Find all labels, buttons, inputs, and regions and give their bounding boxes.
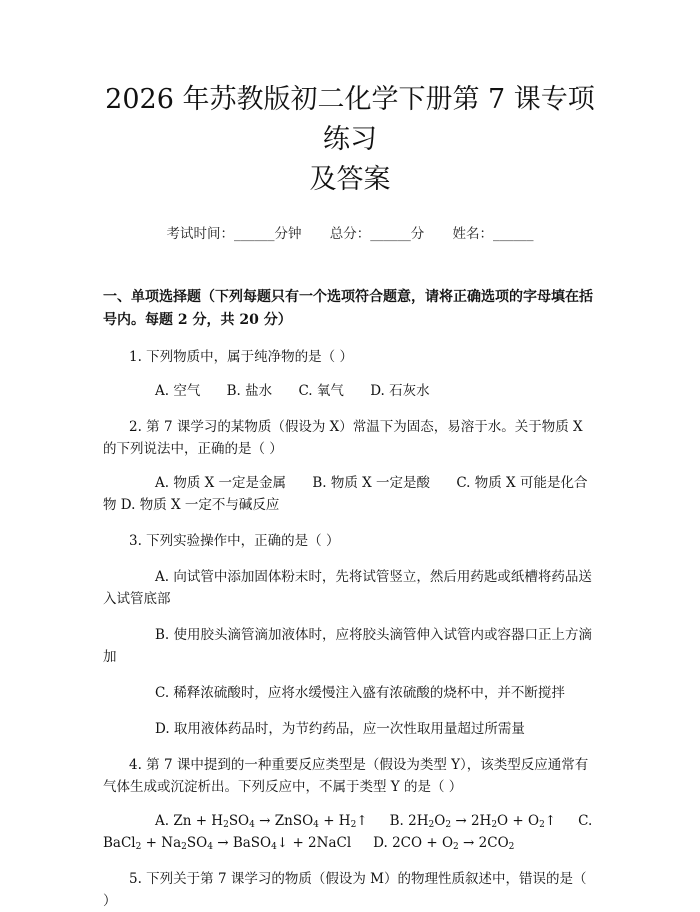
question-2-stem: 2. 第 7 课学习的某物质（假设为 X）常温下为固态，易溶于水。关于物质 X 的下列说法中，正确的是（ ） [103, 419, 583, 457]
question-1-options [103, 380, 597, 402]
q1-option-a: A. 空气 [155, 383, 201, 399]
q3-option-a: A. 向试管中添加固体粉末时，先将试管竖立，然后用药匙或纸槽将药品送入试管底部 [103, 569, 592, 607]
q2-option-a: A. 物质 X 一定是金属 [155, 475, 287, 491]
question-2-options [103, 472, 597, 516]
exam-time-field: 考试时间：______分钟 [166, 226, 302, 242]
q1-option-d: D. 石灰水 [370, 383, 430, 399]
title-line-1: 2026 年苏教版初二化学下册第 7 课专项练习 [105, 84, 595, 155]
q2-option-b: B. 物质 X 一定是酸 [312, 475, 431, 491]
question-5-stem: 5. 下列关于第 7 课学习的物质（假设为 M）的物理性质叙述中，错误的是（ ） [103, 871, 587, 909]
student-name-field: 姓名：______ [452, 226, 534, 242]
q3-option-c: C. 稀释浓硫酸时，应将水缓慢注入盛有浓硫酸的烧杯中，并不断搅拌 [155, 685, 565, 701]
q1-option-b: B. 盐水 [226, 383, 273, 399]
section-heading-single-choice: 一、单项选择题（下列每题只有一个选项符合题意，请将正确选项的字母填在括号内。每题 2 分，共 20 分） [103, 289, 593, 328]
q2-option-d: D. 物质 X 一定不与碱反应 [120, 497, 280, 513]
q1-option-c: C. 氧气 [298, 383, 344, 399]
title-line-2: 及答案 [309, 164, 391, 195]
q2-option-c: C. 物质 X 可能是化合物 [103, 475, 588, 513]
question-3-stem: 3. 下列实验操作中，正确的是（ ） [129, 533, 340, 549]
page-title [103, 0, 597, 200]
q3-option-d: D. 取用液体药品时，为节约药品，应一次性取用量超过所需量 [155, 721, 525, 737]
total-score-field: 总分：______分 [329, 226, 425, 242]
q3-option-b: B. 使用胶头滴管滴加液体时，应将胶头滴管伸入试管内或容器口正上方滴加 [103, 627, 593, 665]
question-4-options: A. $Zn + H_2SO_4$ → ZnSO$_4$ + $H_2↑$ B. $2H_2O_2 \to 2H_2O$ + $O_2↑$ C. BaCl$_2$ + $Na_2SO_4$ → BaSO$_4$↓ + 2NaCl D. $2CO + O_2 \to 2CO_2$ [103, 813, 593, 852]
exam-meta [103, 222, 597, 242]
question-4-stem: 4. 第 7 课中提到的一种重要反应类型是（假设为类型 Y），该类型反应通常有气体生成或沉淀析出。下列反应中，不属于类型 Y 的是（ ） [103, 757, 589, 795]
question-1-stem: 1. 下列物质中，属于纯净物的是（ ） [129, 349, 353, 365]
